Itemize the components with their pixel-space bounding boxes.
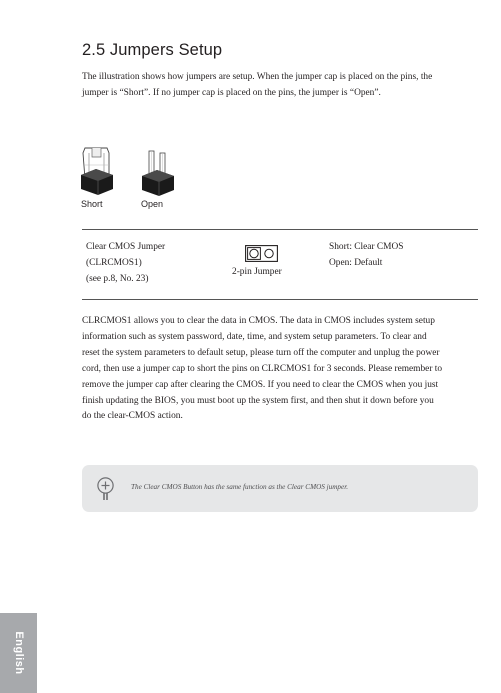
clrcmos-description: CLRCMOS1 allows you to clear the data in CMOS. The data in CMOS includes system setup information such as system password, date, time, and system setup parameters. To clear and reset the system parameters to default setup, please turn off the computer and unplug the power cord, then use a jumper cap to short the pins on CLRCMOS1 for 3 seconds. Please remember to remove the jumper cap after clearing the CMOS. If you need to clear the CMOS when you just finish updating the BIOS, you must boot up the system first, and then shut it down before you do the clear-CMOS action. xyxy=(82,316,443,422)
open-label: Open xyxy=(141,199,164,209)
note-text: The Clear CMOS Button has the same function as the Clear CMOS jumper. xyxy=(131,483,349,491)
open-jumper-illustration xyxy=(141,150,175,198)
jumper-name-line3: (see p.8, No. 23) xyxy=(86,274,149,284)
language-side-tab xyxy=(0,613,37,693)
table-top-rule xyxy=(82,229,478,230)
magnifier-plus-icon xyxy=(96,476,120,502)
open-setting: Open: Default xyxy=(329,258,383,268)
short-label: Short xyxy=(81,199,103,209)
short-setting: Short: Clear CMOS xyxy=(329,242,404,252)
short-jumper-illustration xyxy=(80,145,114,197)
two-pin-jumper-icon xyxy=(245,245,278,262)
language-label: English xyxy=(12,631,25,675)
intro-paragraph: The illustration shows how jumpers are setup. When the jumper cap is placed on the pins, the jumper is “Short”. If no jumper cap is placed on the pins, the jumper is “Open”. xyxy=(82,72,433,99)
jumper-type: 2-pin Jumper xyxy=(232,267,282,277)
jumper-name-line1: Clear CMOS Jumper xyxy=(86,242,166,252)
table-bottom-rule xyxy=(82,299,478,300)
jumper-name-line2: (CLRCMOS1) xyxy=(86,258,142,268)
note-box xyxy=(82,465,478,512)
section-title: 2.5 Jumpers Setup xyxy=(82,41,223,59)
